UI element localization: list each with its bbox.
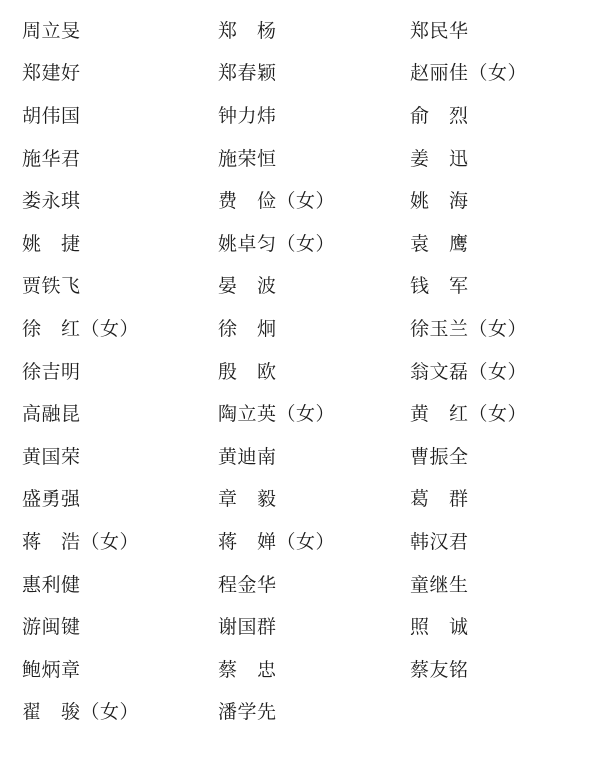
name-entry: 蒋 浩（女） bbox=[22, 530, 140, 553]
name-entry: 殷 欧 bbox=[218, 360, 277, 383]
name-entry: 晏 波 bbox=[218, 275, 277, 298]
name-entry: 钟力炜 bbox=[218, 104, 277, 127]
name-entry: 童继生 bbox=[410, 573, 469, 596]
name-entry: 袁 鹰 bbox=[410, 232, 469, 255]
name-entry: 徐吉明 bbox=[22, 360, 81, 383]
name-entry: 贾铁飞 bbox=[22, 275, 81, 298]
name-entry: 游闽键 bbox=[22, 616, 81, 639]
name-entry: 翟 骏（女） bbox=[22, 701, 140, 724]
name-entry: 周立旻 bbox=[22, 19, 81, 42]
name-entry: 徐 炯 bbox=[218, 317, 277, 340]
name-entry: 姚 海 bbox=[410, 190, 469, 213]
name-entry: 黄 红（女） bbox=[410, 403, 528, 426]
name-entry: 徐 红（女） bbox=[22, 317, 140, 340]
name-entry: 郑春颖 bbox=[218, 62, 277, 85]
name-entry: 谢国群 bbox=[218, 616, 277, 639]
name-entry: 蒋 婵（女） bbox=[218, 530, 336, 553]
name-entry: 高融昆 bbox=[22, 403, 81, 426]
name-entry: 施荣恒 bbox=[218, 147, 277, 170]
name-entry: 费 俭（女） bbox=[218, 190, 336, 213]
name-entry: 程金华 bbox=[218, 573, 277, 596]
name-entry: 照 诚 bbox=[410, 616, 469, 639]
name-entry: 章 毅 bbox=[218, 488, 277, 511]
name-entry: 葛 群 bbox=[410, 488, 469, 511]
name-entry: 鲍炳章 bbox=[22, 658, 81, 681]
name-entry: 韩汉君 bbox=[410, 530, 469, 553]
name-entry: 曹振全 bbox=[410, 445, 469, 468]
name-entry: 施华君 bbox=[22, 147, 81, 170]
name-entry: 胡伟国 bbox=[22, 104, 81, 127]
name-entry: 郑民华 bbox=[410, 19, 469, 42]
name-entry: 盛勇强 bbox=[22, 488, 81, 511]
name-entry: 黄国荣 bbox=[22, 445, 81, 468]
name-entry: 赵丽佳（女） bbox=[410, 62, 528, 85]
name-entry: 翁文磊（女） bbox=[410, 360, 528, 383]
name-entry: 俞 烈 bbox=[410, 104, 469, 127]
name-entry: 郑 杨 bbox=[218, 19, 277, 42]
name-entry: 陶立英（女） bbox=[218, 403, 336, 426]
name-entry: 姚卓匀（女） bbox=[218, 232, 336, 255]
name-entry: 姜 迅 bbox=[410, 147, 469, 170]
name-entry: 郑建好 bbox=[22, 62, 81, 85]
name-entry: 惠利健 bbox=[22, 573, 81, 596]
name-entry: 蔡 忠 bbox=[218, 658, 277, 681]
name-entry: 潘学先 bbox=[218, 701, 277, 724]
name-entry: 黄迪南 bbox=[218, 445, 277, 468]
name-entry: 姚 捷 bbox=[22, 232, 81, 255]
name-entry: 蔡友铭 bbox=[410, 658, 469, 681]
name-entry: 徐玉兰（女） bbox=[410, 317, 528, 340]
name-entry: 钱 军 bbox=[410, 275, 469, 298]
name-list-grid bbox=[22, 10, 592, 734]
name-entry: 娄永琪 bbox=[22, 190, 81, 213]
